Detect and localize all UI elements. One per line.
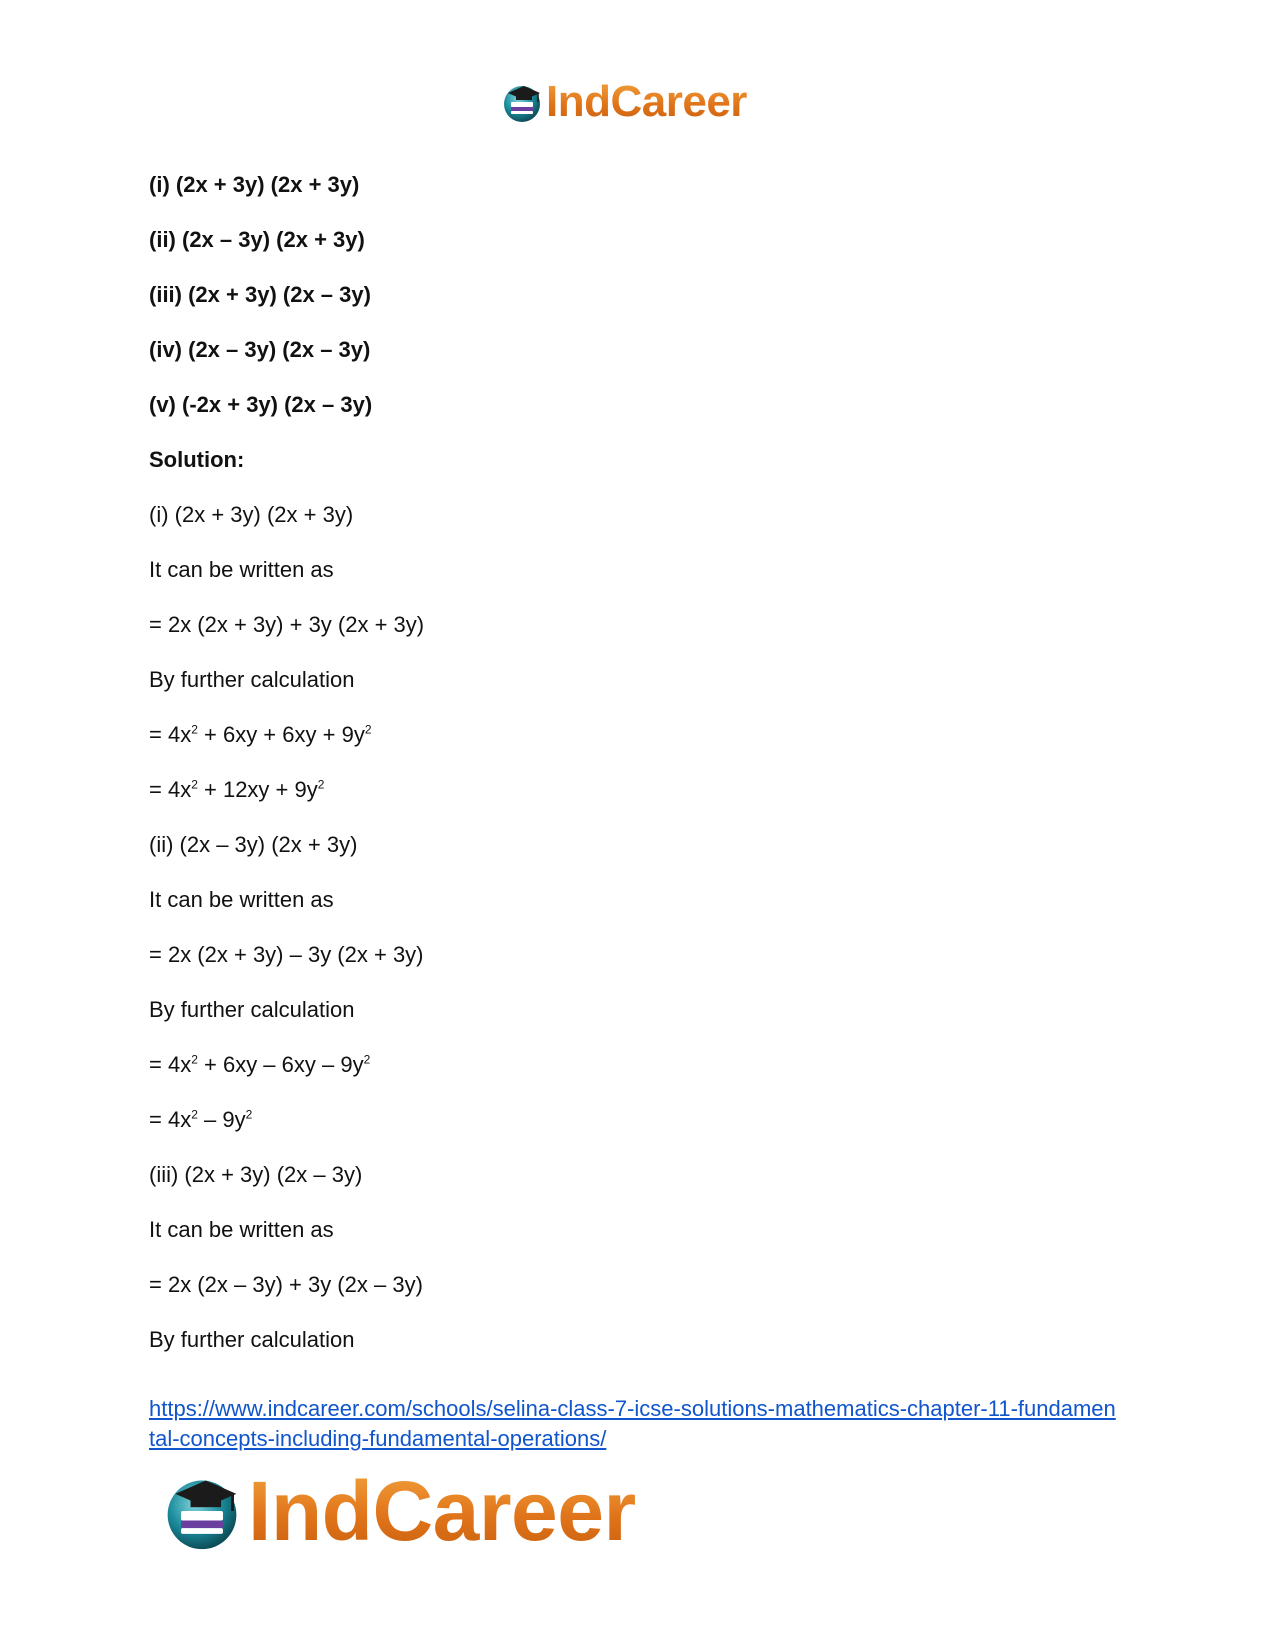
question-item: (ii) (2x – 3y) (2x + 3y) [149, 227, 365, 252]
graduation-globe-icon [160, 1469, 244, 1553]
question-item: (i) (2x + 3y) (2x + 3y) [149, 172, 360, 197]
question-item: (iii) (2x + 3y) (2x – 3y) [149, 282, 371, 307]
step-text: It can be written as [149, 887, 334, 912]
equation-line: = $4x^2 + 6xy - 6xy - 9y^2$ [149, 1052, 371, 1077]
solution-heading: Solution: [149, 447, 245, 472]
equation-line: = 2x (2x + 3y) – 3y (2x + 3y) [149, 942, 424, 967]
brand-name: IndCareer [546, 77, 747, 126]
equation-line: = $4x^2 + 6xy + 6xy + 9y^2$ [149, 722, 372, 747]
part-title: (ii) (2x – 3y) (2x + 3y) [149, 832, 358, 857]
step-text: By further calculation [149, 667, 355, 692]
step-text: It can be written as [149, 1217, 334, 1242]
step-text: It can be written as [149, 557, 334, 582]
source-link[interactable]: https://www.indcareer.com/schools/selina-class-7-icse-solutions-mathematics-chapter-11-fundamental-concepts-including-fundamental-operations/ [149, 1396, 1116, 1451]
part-title: (iii) (2x + 3y) (2x – 3y) [149, 1162, 363, 1187]
brand-name: IndCareer [248, 1463, 636, 1558]
header-logo [500, 78, 747, 126]
equation-line: = $4x^2 + 12xy + 9y^2$ [149, 777, 325, 802]
question-item: (v) (-2x + 3y) (2x – 3y) [149, 392, 373, 417]
question-item: (iv) (2x – 3y) (2x – 3y) [149, 337, 371, 362]
graduation-globe-icon [500, 80, 544, 124]
document-body [149, 172, 1149, 1382]
step-text: By further calculation [149, 997, 355, 1022]
footer-logo [160, 1463, 636, 1558]
equation-line: = 2x (2x + 3y) + 3y (2x + 3y) [149, 612, 425, 637]
equation-line: = 2x (2x – 3y) + 3y (2x – 3y) [149, 1272, 423, 1297]
part-title: (i) (2x + 3y) (2x + 3y) [149, 502, 354, 527]
step-text: By further calculation [149, 1327, 355, 1352]
equation-line: = $4x^2 - 9y^2$ [149, 1107, 253, 1132]
